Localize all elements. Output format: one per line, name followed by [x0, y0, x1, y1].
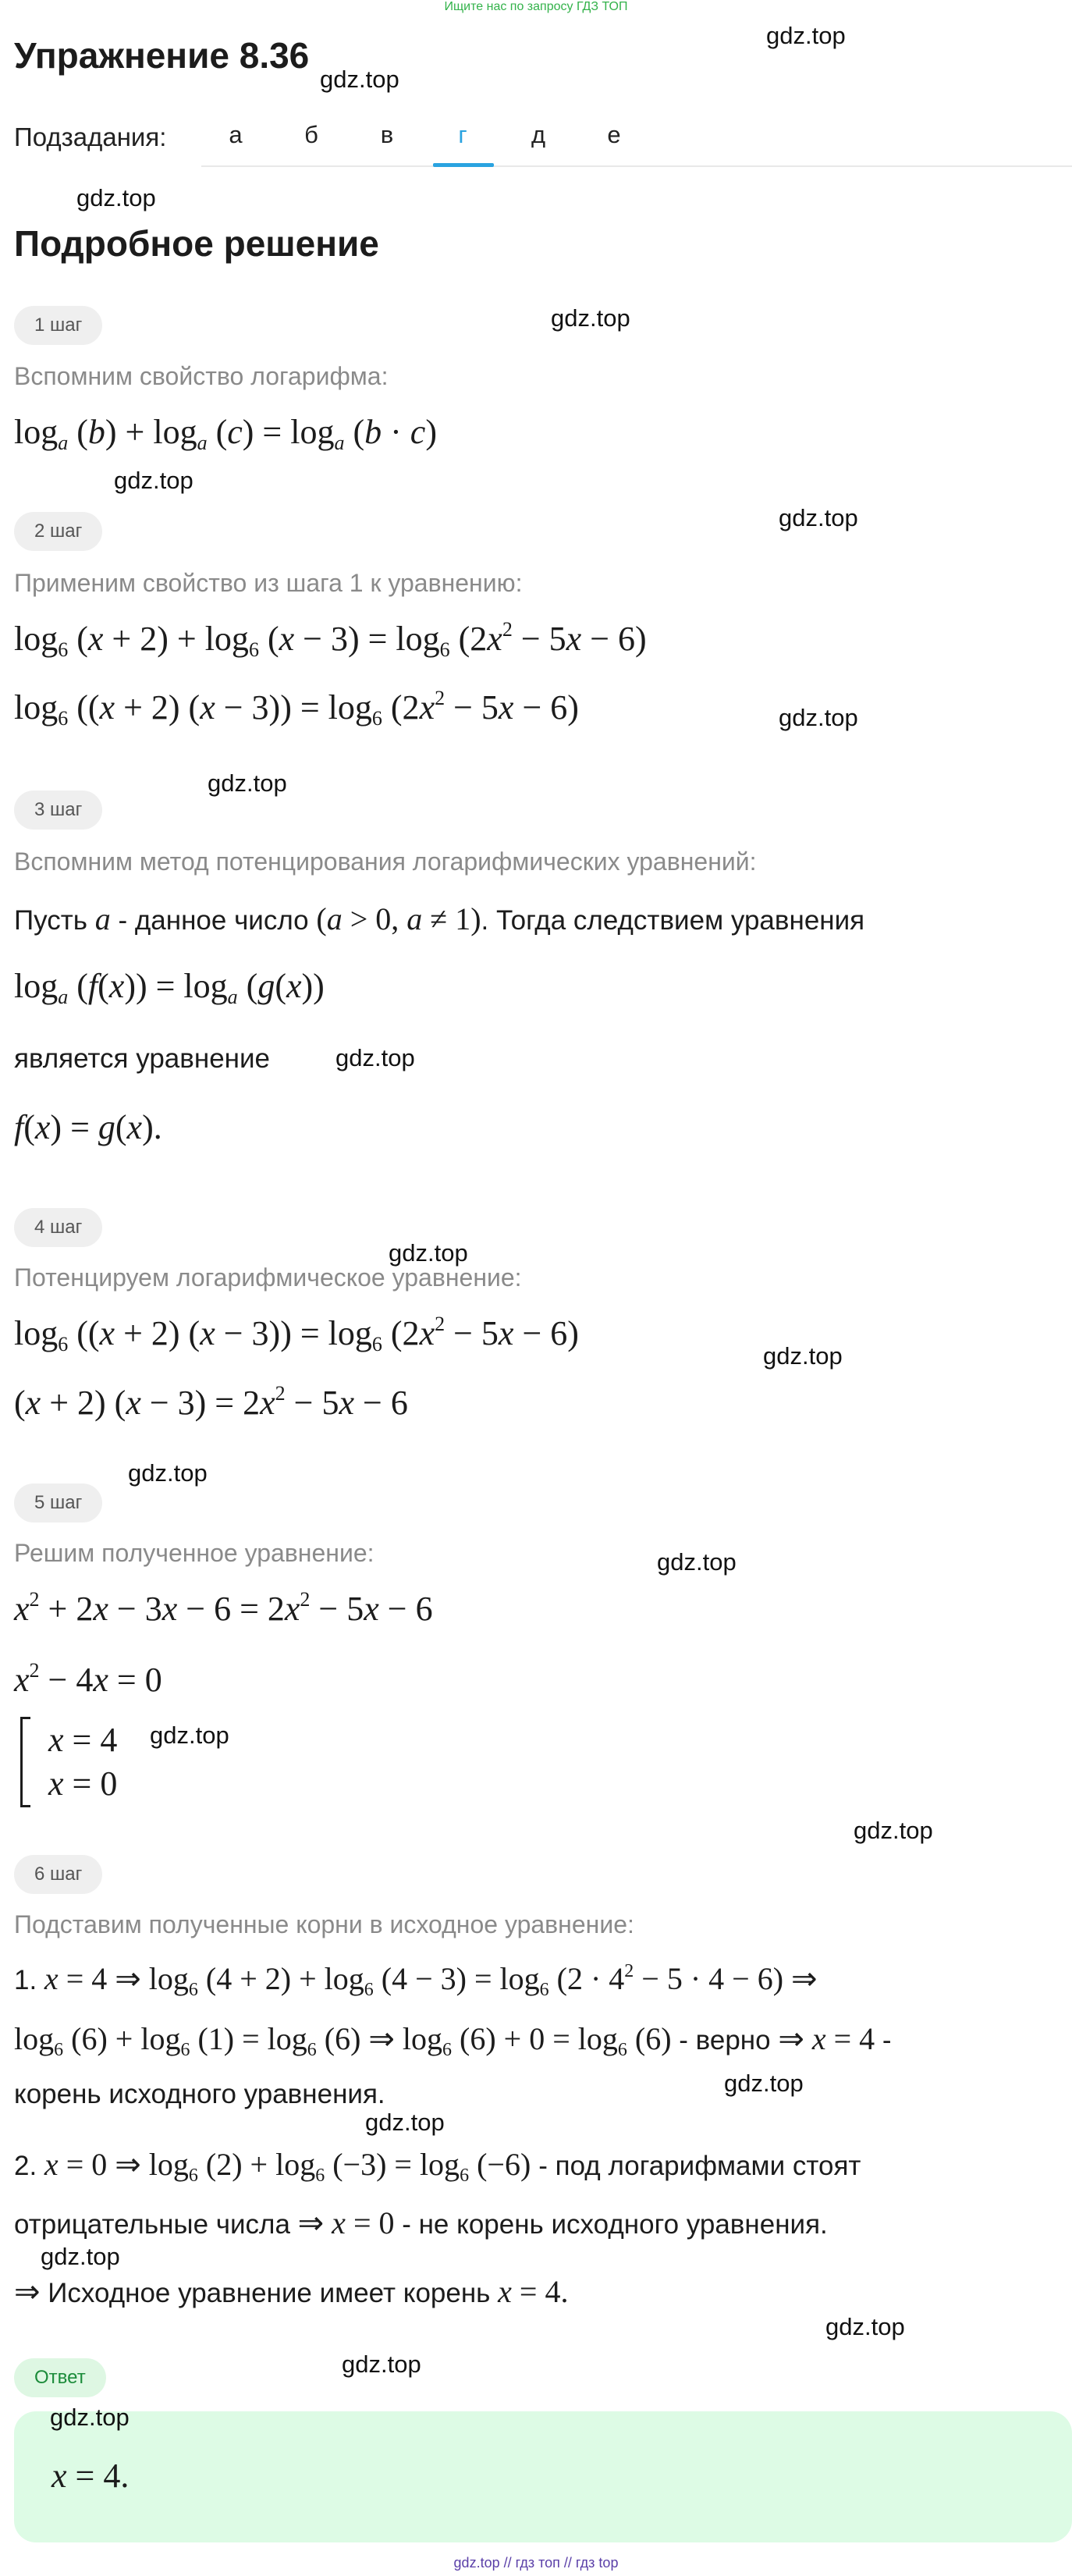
watermark: gdz.top [335, 1044, 415, 1071]
top-note: Ищите нас по запросу ГДЗ ТОП [444, 0, 628, 13]
watermark: gdz.top [128, 1459, 208, 1487]
watermark: gdz.top [41, 2243, 120, 2270]
step-3-formula-1: $\log_a (f(x)) = \log_a (g(x))$ [14, 967, 325, 1008]
step-1-pill: 1 шаг [14, 306, 102, 345]
watermark: gdz.top [854, 1817, 933, 1844]
step-4-formula-2: (x + 2) $(x - 3) = 2x^2 - 5x - 6$ [14, 1382, 408, 1422]
step-6-note: Подставим полученные корни в исходное уравнение: [14, 1910, 634, 1938]
step-2-formula-1: $\log_6 (x + 2) + \log_6 (x - 3) = \log_6 (2x^2 - 5x - 6)$ [14, 618, 647, 661]
watermark: gdz.top [208, 769, 287, 797]
step-3-line-1: Пусть a - данное число (a > 0, a ≠ 1). Тогда следствием уравнения [14, 901, 865, 936]
solutions-bracket [20, 1717, 30, 1807]
watermark: gdz.top [150, 1721, 229, 1749]
watermark: gdz.top [779, 504, 858, 531]
subtasks-label: Подзадания: [14, 123, 167, 151]
step-6-root-1-line-1: 1. x = 4 ⇒ $\log_6 (4 + 2) + \log_6 (4 - 3) = \log_6 (2 \cdot 4^2 - 5 \cdot 4 - 6)$ ⇒ [14, 1961, 818, 2000]
watermark: gdz.top [114, 467, 193, 494]
step-6-root-1-line-2: $\log_6 (6) + \log_6 (1) = \log_6 (6)$ ⇒ $\log_6 (6) + 0 = \log_6 (6)$ - верно ⇒ x = 4 - [14, 2021, 892, 2060]
watermark: gdz.top [342, 2350, 421, 2378]
subtasks-divider [201, 165, 1072, 167]
tab-v[interactable]: в [380, 121, 394, 148]
watermark: gdz.top [389, 1239, 468, 1267]
tab-e[interactable]: е [607, 121, 621, 148]
watermark: gdz.top [657, 1548, 737, 1576]
answer-box [14, 2411, 1072, 2542]
step-1-formula: $\log_a (b) + \log_a (c) = \log_a (b \cdot c)$ [14, 413, 437, 454]
watermark: gdz.top [365, 2109, 445, 2136]
step-1-note: Вспомним свойство логарифма: [14, 362, 389, 390]
step-6-root-1-line-3: корень исходного уравнения. [14, 2079, 385, 2109]
step-3-formula-2: f(x) = g(x). [14, 1108, 162, 1146]
watermark: gdz.top [779, 704, 858, 731]
footer-links[interactable]: gdz.top // гдз топ // гдз top [453, 2555, 619, 2571]
step-6-pill: 6 шаг [14, 1855, 102, 1894]
tab-b[interactable]: б [304, 121, 318, 148]
watermark: gdz.top [724, 2070, 804, 2097]
step-5-note: Решим полученное уравнение: [14, 1539, 374, 1567]
watermark: gdz.top [825, 2313, 905, 2340]
watermark: gdz.top [76, 184, 156, 211]
step-2-formula-2: $\log_6 ((x + 2) (x - 3)) = \log_6 (2x^2 - 5x - 6)$ [14, 687, 579, 730]
step-6-root-2-line-1: 2. x = 0 ⇒ $\log_6 (2) + \log_6 (-3) = \log_6 (-6)$ - под логарифмами стоят [14, 2147, 861, 2186]
watermark: gdz.top [763, 1342, 843, 1370]
step-2-note: Применим свойство из шага 1 к уравнению: [14, 569, 523, 597]
step-5-formula-2: $x^2 - 4x = 0$ [14, 1659, 162, 1699]
solution-title: Подробное решение [14, 223, 379, 264]
solution-x0: x = 0 [48, 1764, 118, 1803]
tab-a[interactable]: а [229, 121, 243, 148]
step-3-line-2: является уравнение [14, 1043, 271, 1074]
step-3-pill: 3 шаг [14, 791, 102, 830]
step-5-formula-1: $x^2 + 2x - 3x - 6 = 2x^2 - 5x - 6$ [14, 1588, 433, 1628]
step-3-note: Вспомним метод потенцирования логарифмических уравнений: [14, 847, 757, 876]
step-4-note: Потенцируем логарифмическое уравнение: [14, 1263, 522, 1292]
answer-pill: Ответ [14, 2358, 106, 2397]
watermark: gdz.top [551, 304, 630, 332]
solution-x4: x = 4 [48, 1721, 118, 1759]
tab-d[interactable]: д [531, 121, 546, 148]
step-6-conclusion: ⇒ Исходное уравнение имеет корень x = 4. [14, 2274, 569, 2309]
step-6-root-2-line-2: отрицательные числа ⇒ x = 0 - не корень исходного уравнения. [14, 2205, 828, 2240]
page-title: Упражнение 8.36 [14, 35, 310, 76]
watermark: gdz.top [766, 22, 846, 49]
watermark: gdz.top [50, 2404, 130, 2431]
watermark: gdz.top [320, 66, 399, 93]
step-2-pill: 2 шаг [14, 512, 102, 551]
tab-g[interactable]: г [458, 121, 467, 148]
step-4-pill: 4 шаг [14, 1208, 102, 1247]
step-5-pill: 5 шаг [14, 1483, 102, 1523]
step-4-formula-1: $\log_6 ((x + 2) (x - 3)) = \log_6 (2x^2 - 5x - 6)$ [14, 1313, 579, 1356]
answer-formula: x = 4. [51, 2457, 130, 2495]
active-tab-indicator [433, 163, 494, 167]
